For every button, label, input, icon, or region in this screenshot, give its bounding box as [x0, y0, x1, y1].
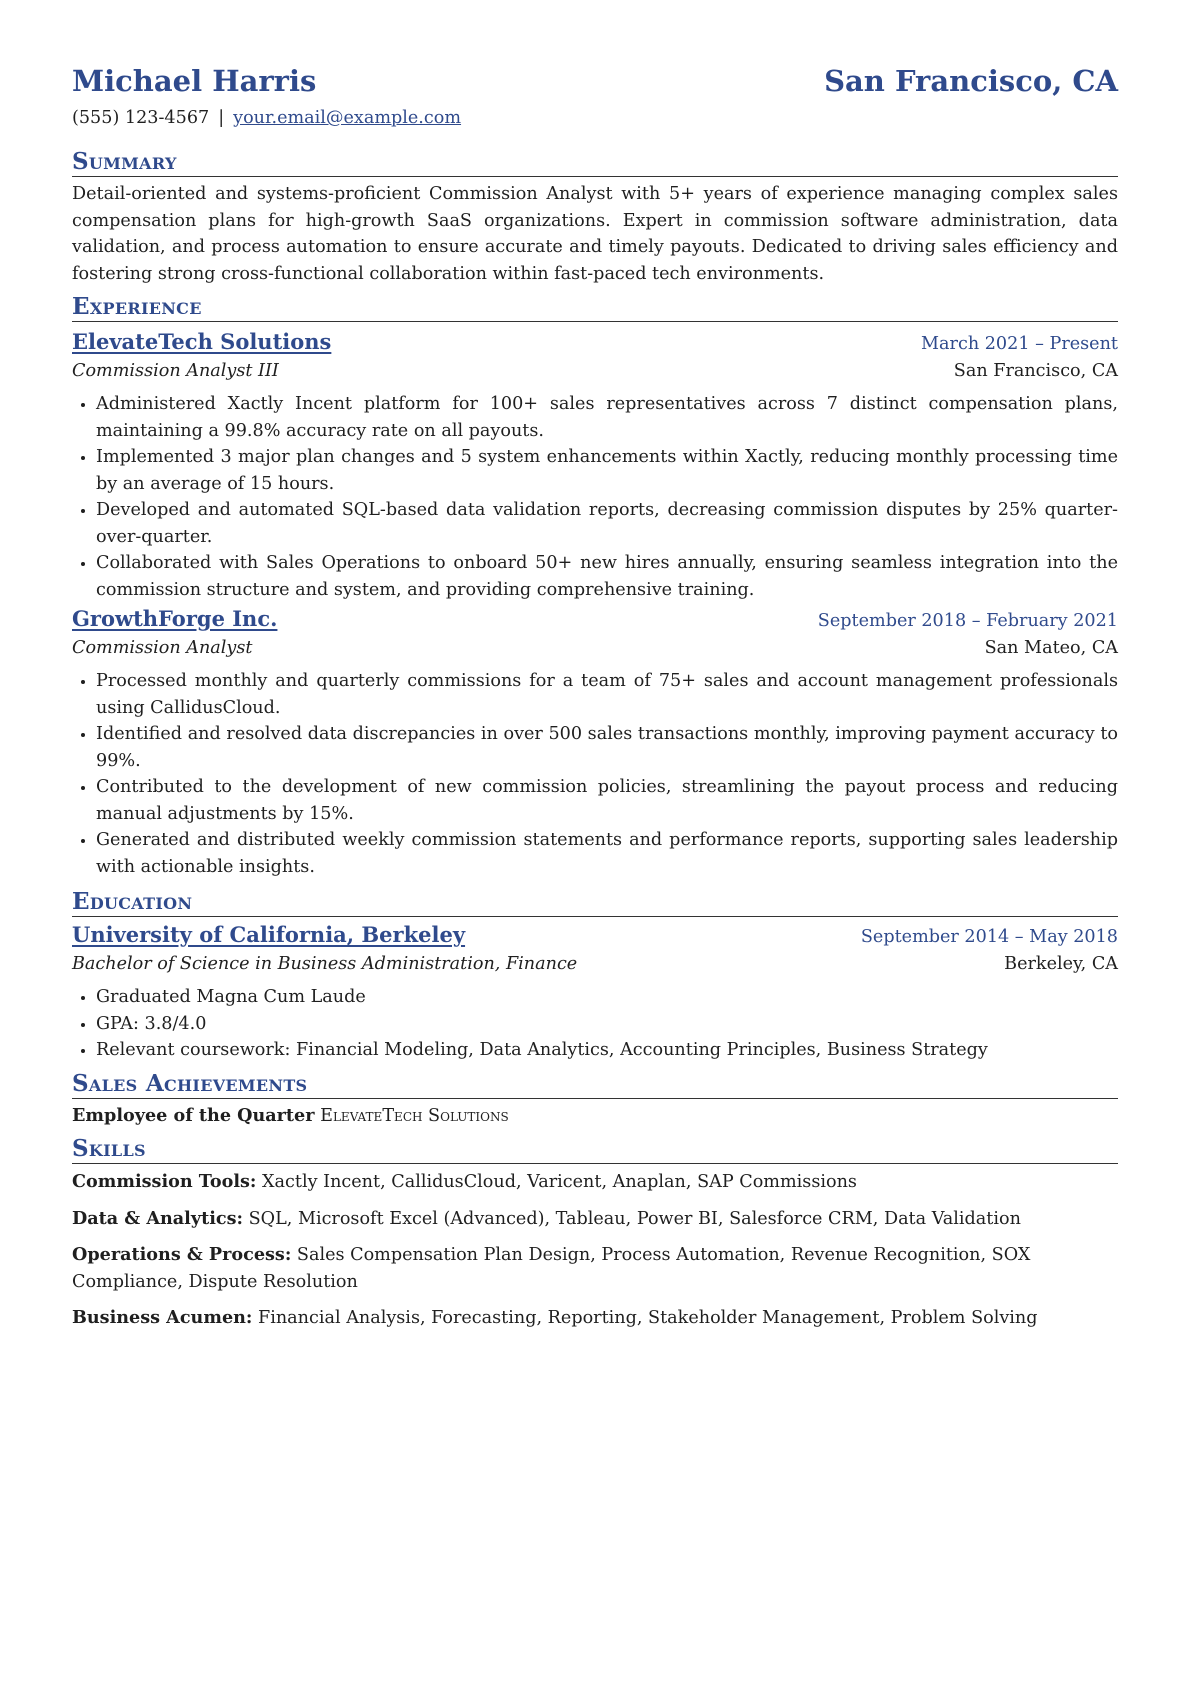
- job-header-row: [72, 328, 1118, 358]
- school-name[interactable]: University of California, Berkeley: [72, 922, 466, 947]
- section-title-summary: Summary: [72, 148, 1118, 177]
- education-bullets: [72, 984, 1118, 1064]
- award-organization: ElevateTech Solutions: [320, 1105, 509, 1126]
- list-item: • Contributed to the development of new commission policies, streamlining the payout process and reducing manual adjustments by 15%.: [96, 774, 1118, 827]
- section-title-achievements: Sales Achievements: [72, 1070, 1118, 1099]
- job-entry: [72, 605, 1118, 880]
- list-item: • Relevant coursework: Financial Modeling, Data Analytics, Accounting Principles, Business Strategy: [96, 1037, 1118, 1064]
- job-dates: September 2018 – February 2021: [817, 611, 1118, 631]
- list-item: • Administered Xactly Incent platform for 100+ sales representatives across 7 distinct compensation plans, maintaining a 99.8% accuracy rate on all payouts.: [96, 391, 1118, 444]
- skill-label: Commission Tools:: [72, 1171, 257, 1192]
- skills-section: [72, 1135, 1118, 1332]
- job-role-row: [72, 358, 1118, 385]
- job-location: San Mateo, CA: [984, 637, 1118, 658]
- job-title: Commission Analyst III: [72, 360, 279, 381]
- skill-row: [72, 1242, 1118, 1295]
- skill-value: Financial Analysis, Forecasting, Reporting, Stakeholder Management, Problem Solving: [258, 1308, 1038, 1328]
- job-header-row: [72, 605, 1118, 635]
- job-dates: March 2021 – Present: [921, 334, 1118, 354]
- skill-row: [72, 1305, 1118, 1332]
- job-entry: [72, 328, 1118, 603]
- education-section: [72, 888, 1118, 1064]
- summary-section: [72, 148, 1118, 287]
- skill-label: Operations & Process:: [72, 1244, 292, 1265]
- list-item: • Generated and distributed weekly commission statements and performance reports, supporting sales leadership with actionable insights.: [96, 827, 1118, 880]
- education-entry: [72, 921, 1118, 1064]
- achievement-item: [72, 1103, 1118, 1130]
- experience-section: [72, 293, 1118, 880]
- contact-line: [72, 106, 1118, 130]
- contact-separator: |: [218, 108, 225, 128]
- candidate-name: Michael Harris: [72, 64, 317, 98]
- list-item: • Collaborated with Sales Operations to onboard 50+ new hires annually, ensuring seamless integration into the commission structure and system, and providing comprehensive training.: [96, 550, 1118, 603]
- company-name[interactable]: GrowthForge Inc.: [72, 606, 278, 631]
- job-location: San Francisco, CA: [953, 360, 1118, 381]
- job-bullets: [72, 668, 1118, 880]
- skill-label: Data & Analytics:: [72, 1207, 243, 1229]
- candidate-location: San Francisco, CA: [824, 64, 1118, 98]
- resume-header: [72, 62, 1118, 100]
- job-title: Commission Analyst: [72, 637, 253, 658]
- skill-label: Business Acumen:: [72, 1307, 253, 1328]
- phone-number: (555) 123-4567: [72, 108, 210, 128]
- company-name[interactable]: ElevateTech Solutions: [72, 329, 332, 354]
- list-item: • Graduated Magna Cum Laude: [96, 984, 1118, 1011]
- section-title-experience: Experience: [72, 293, 1118, 322]
- list-item: • Identified and resolved data discrepancies in over 500 sales transactions monthly, improving payment accuracy to 99%.: [96, 721, 1118, 774]
- degree: Bachelor of Science in Business Administration, Finance: [72, 953, 578, 974]
- education-degree-row: [72, 951, 1118, 978]
- skill-value: SQL, Microsoft Excel (Advanced), Tableau, Power BI, Salesforce CRM, Data Validation: [248, 1208, 1021, 1229]
- education-header-row: [72, 921, 1118, 951]
- achievements-section: [72, 1070, 1118, 1130]
- email-link[interactable]: your.email@example.com: [233, 108, 462, 128]
- list-item: • Developed and automated SQL-based data validation reports, decreasing commission disputes by 25% quarter-over-quarter.: [96, 497, 1118, 550]
- skill-value: Xactly Incent, CallidusCloud, Varicent, Anaplan, SAP Commissions: [262, 1172, 857, 1192]
- list-item: • Implemented 3 major plan changes and 5 system enhancements within Xactly, reducing monthly processing time by an average of 15 hours.: [96, 444, 1118, 497]
- section-title-education: Education: [72, 888, 1118, 917]
- summary-text: Detail-oriented and systems-proficient Commission Analyst with 5+ years of experience managing complex sales compensation plans for high-growth SaaS organizations. Expert in commission software administration, data validation, and process automation to ensure accurate and timely payouts. Dedicated to driving sales efficiency and fostering strong cross-functional collaboration within fast-paced tech environments.: [72, 184, 1118, 284]
- section-title-skills: Skills: [72, 1135, 1118, 1164]
- award-name: Employee of the Quarter: [72, 1104, 315, 1126]
- skill-row: [72, 1206, 1118, 1233]
- job-role-row: [72, 635, 1118, 662]
- job-bullets: [72, 391, 1118, 603]
- skill-value: Sales Compensation Plan Design, Process Automation, Revenue Recognition, SOX Compliance, Dispute Resolution: [72, 1245, 1031, 1292]
- list-item: • Processed monthly and quarterly commissions for a team of 75+ sales and account management professionals using CallidusCloud.: [96, 668, 1118, 721]
- list-item: • GPA: 3.8/4.0: [96, 1011, 1118, 1038]
- education-dates: September 2014 – May 2018: [860, 927, 1118, 947]
- education-location: Berkeley, CA: [1004, 953, 1118, 974]
- skills-list: [72, 1169, 1118, 1332]
- skill-row: [72, 1169, 1118, 1196]
